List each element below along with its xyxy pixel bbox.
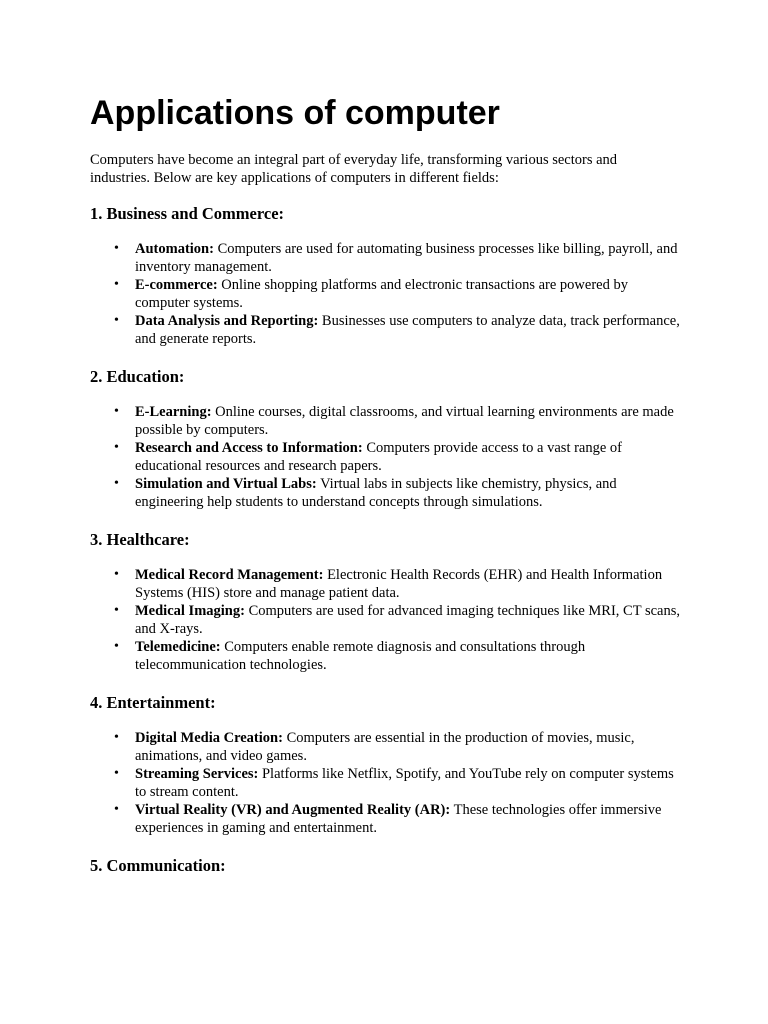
bullet-icon: • [114, 730, 119, 745]
section-heading: 4. Entertainment: [90, 693, 216, 712]
list-item [114, 475, 680, 511]
item-term: Virtual Reality (VR) and Augmented Reality (AR): [135, 802, 451, 818]
document-title: Applications of computer [90, 94, 500, 132]
section-heading: 5. Communication: [90, 856, 226, 875]
section-heading: 3. Healthcare: [90, 530, 190, 549]
list-item [114, 729, 680, 765]
item-term: Data Analysis and Reporting: [135, 313, 319, 329]
item-term: Medical Imaging: [135, 603, 245, 619]
section-education [90, 367, 680, 511]
item-text: Computers provide access to a vast range of educational resources and research papers. [135, 440, 622, 474]
item-text: Platforms like Netflix, Spotify, and YouTube rely on computer systems to stream content. [135, 766, 674, 800]
list-item [114, 765, 680, 801]
section-healthcare [90, 530, 680, 674]
list-item [114, 566, 680, 602]
section-heading: 2. Education: [90, 367, 185, 386]
item-text: Businesses use computers to analyze data, track performance, and generate reports. [135, 313, 680, 347]
item-text: Virtual labs in subjects like chemistry, physics, and engineering help students to understand concepts through simulations. [135, 476, 617, 510]
list-item [114, 403, 680, 439]
bullet-icon: • [114, 277, 119, 292]
item-term: E-commerce: [135, 277, 218, 293]
list-item [114, 276, 680, 312]
section-list [90, 566, 680, 674]
item-term: Simulation and Virtual Labs: [135, 476, 317, 492]
list-item [114, 439, 680, 475]
list-item [114, 602, 680, 638]
item-text: These technologies offer immersive experiences in gaming and entertainment. [135, 802, 662, 836]
list-item [114, 240, 680, 276]
section-list [90, 729, 680, 837]
item-term: Automation: [135, 241, 214, 257]
section-entertainment [90, 693, 680, 837]
bullet-icon: • [114, 766, 119, 781]
item-term: Streaming Services: [135, 766, 259, 782]
section-business-and-commerce [90, 204, 680, 348]
bullet-icon: • [114, 404, 119, 419]
bullet-icon: • [114, 567, 119, 582]
item-term: Research and Access to Information: [135, 440, 363, 456]
document-body [90, 151, 680, 892]
bullet-icon: • [114, 440, 119, 455]
bullet-icon: • [114, 241, 119, 256]
list-item [114, 801, 680, 837]
list-item [114, 638, 680, 674]
section-communication [90, 856, 680, 876]
item-text: Online courses, digital classrooms, and virtual learning environments are made possible by computers. [135, 404, 674, 438]
item-term: Telemedicine: [135, 639, 221, 655]
item-text: Computers enable remote diagnosis and consultations through telecommunication technologies. [135, 639, 586, 673]
section-heading: 1. Business and Commerce: [90, 204, 285, 223]
bullet-icon: • [114, 476, 119, 491]
item-text: Computers are used for advanced imaging techniques like MRI, CT scans, and X-rays. [135, 603, 680, 637]
item-text: Computers are essential in the production of movies, music, animations, and video games. [135, 730, 635, 764]
bullet-icon: • [114, 802, 119, 817]
bullet-icon: • [114, 603, 119, 618]
section-list [90, 403, 680, 511]
item-text: Online shopping platforms and electronic transactions are powered by computer systems. [135, 277, 628, 311]
list-item [114, 312, 680, 348]
item-text: Electronic Health Records (EHR) and Health Information Systems (HIS) store and manage patient data. [135, 567, 663, 601]
item-term: E-Learning: [135, 404, 212, 420]
section-list [90, 240, 680, 348]
item-term: Digital Media Creation: [135, 730, 283, 746]
item-term: Medical Record Management: [135, 567, 324, 583]
intro-paragraph: Computers have become an integral part of everyday life, transforming various sectors and industries. Below are key applications of computers in different fields: [90, 152, 618, 186]
item-text: Computers are used for automating business processes like billing, payroll, and inventory management. [135, 241, 678, 275]
bullet-icon: • [114, 313, 119, 328]
bullet-icon: • [114, 639, 119, 654]
